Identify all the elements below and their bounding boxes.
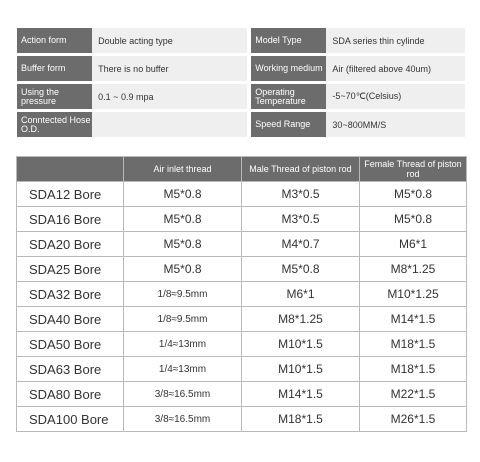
female-thread-cell: M22*1.5 bbox=[360, 382, 467, 407]
table-row bbox=[17, 407, 467, 432]
table-row bbox=[17, 332, 467, 357]
bore-cell: SDA100 Bore bbox=[17, 407, 124, 432]
table-header-corner bbox=[17, 157, 124, 182]
spec-label: Speed Range bbox=[251, 112, 326, 137]
bore-cell: SDA20 Bore bbox=[17, 232, 124, 257]
spec-row bbox=[17, 112, 465, 137]
bore-cell: SDA12 Bore bbox=[17, 182, 124, 207]
spec-row bbox=[17, 56, 465, 81]
bore-cell: SDA40 Bore bbox=[17, 307, 124, 332]
air-inlet-cell: 3/8≈16.5mm bbox=[124, 407, 242, 432]
spec-value: There is no buffer bbox=[92, 56, 247, 81]
spec-grid bbox=[17, 28, 465, 140]
male-thread-cell: M10*1.5 bbox=[242, 357, 360, 382]
male-thread-cell: M10*1.5 bbox=[242, 332, 360, 357]
female-thread-cell: M8*1.25 bbox=[360, 257, 467, 282]
male-thread-cell: M14*1.5 bbox=[242, 382, 360, 407]
spec-label: Buffer form bbox=[17, 56, 92, 81]
bore-cell: SDA80 Bore bbox=[17, 382, 124, 407]
air-inlet-cell: M5*0.8 bbox=[124, 257, 242, 282]
table-row bbox=[17, 282, 467, 307]
male-thread-cell: M5*0.8 bbox=[242, 257, 360, 282]
female-thread-cell: M26*1.5 bbox=[360, 407, 467, 432]
air-inlet-cell: M5*0.8 bbox=[124, 182, 242, 207]
bore-cell: SDA32 Bore bbox=[17, 282, 124, 307]
spec-label: Using the pressure bbox=[17, 84, 92, 109]
spec-row bbox=[17, 28, 465, 53]
spec-label: Working medium bbox=[251, 56, 326, 81]
air-inlet-cell: 1/4≈13mm bbox=[124, 357, 242, 382]
spec-label: Action form bbox=[17, 28, 92, 53]
air-inlet-cell: M5*0.8 bbox=[124, 232, 242, 257]
table-row bbox=[17, 257, 467, 282]
male-thread-cell: M18*1.5 bbox=[242, 407, 360, 432]
table-header-row bbox=[17, 157, 467, 182]
air-inlet-cell: 1/8≈9.5mm bbox=[124, 307, 242, 332]
female-thread-cell: M6*1 bbox=[360, 232, 467, 257]
male-thread-cell: M3*0.5 bbox=[242, 182, 360, 207]
spec-label: Conntected Hose O.D. bbox=[17, 112, 92, 137]
table-row bbox=[17, 357, 467, 382]
spec-value: 30~800MM/S bbox=[326, 112, 465, 137]
spec-value: Double acting type bbox=[92, 28, 247, 53]
spec-row bbox=[17, 84, 465, 109]
table-row bbox=[17, 207, 467, 232]
spec-value: SDA series thin cylinde bbox=[326, 28, 465, 53]
spec-value: Air (filtered above 40um) bbox=[326, 56, 465, 81]
spec-label: Model Type bbox=[251, 28, 326, 53]
male-thread-cell: M3*0.5 bbox=[242, 207, 360, 232]
female-thread-cell: M14*1.5 bbox=[360, 307, 467, 332]
table-row bbox=[17, 307, 467, 332]
table-header-male-thread: Male Thread of piston rod bbox=[242, 157, 360, 182]
air-inlet-cell: M5*0.8 bbox=[124, 207, 242, 232]
air-inlet-cell: 3/8≈16.5mm bbox=[124, 382, 242, 407]
male-thread-cell: M6*1 bbox=[242, 282, 360, 307]
female-thread-cell: M5*0.8 bbox=[360, 182, 467, 207]
bore-cell: SDA25 Bore bbox=[17, 257, 124, 282]
table-header-air-inlet: Air inlet thread bbox=[124, 157, 242, 182]
female-thread-cell: M10*1.25 bbox=[360, 282, 467, 307]
air-inlet-cell: 1/4≈13mm bbox=[124, 332, 242, 357]
table-row bbox=[17, 382, 467, 407]
table-row bbox=[17, 232, 467, 257]
bore-cell: SDA50 Bore bbox=[17, 332, 124, 357]
bore-thread-table bbox=[16, 156, 467, 432]
spec-label: Operating Temperature bbox=[251, 84, 326, 109]
spec-value: -5~70℃(Celsius) bbox=[326, 84, 465, 109]
spec-value: 0.1 ~ 0.9 mpa bbox=[92, 84, 247, 109]
bore-cell: SDA63 Bore bbox=[17, 357, 124, 382]
female-thread-cell: M5*0.8 bbox=[360, 207, 467, 232]
male-thread-cell: M8*1.25 bbox=[242, 307, 360, 332]
air-inlet-cell: 1/8≈9.5mm bbox=[124, 282, 242, 307]
female-thread-cell: M18*1.5 bbox=[360, 332, 467, 357]
table-header-female-thread: Female Thread of piston rod bbox=[360, 157, 467, 182]
bore-cell: SDA16 Bore bbox=[17, 207, 124, 232]
spec-value bbox=[92, 112, 247, 137]
male-thread-cell: M4*0.7 bbox=[242, 232, 360, 257]
female-thread-cell: M18*1.5 bbox=[360, 357, 467, 382]
table-row bbox=[17, 182, 467, 207]
